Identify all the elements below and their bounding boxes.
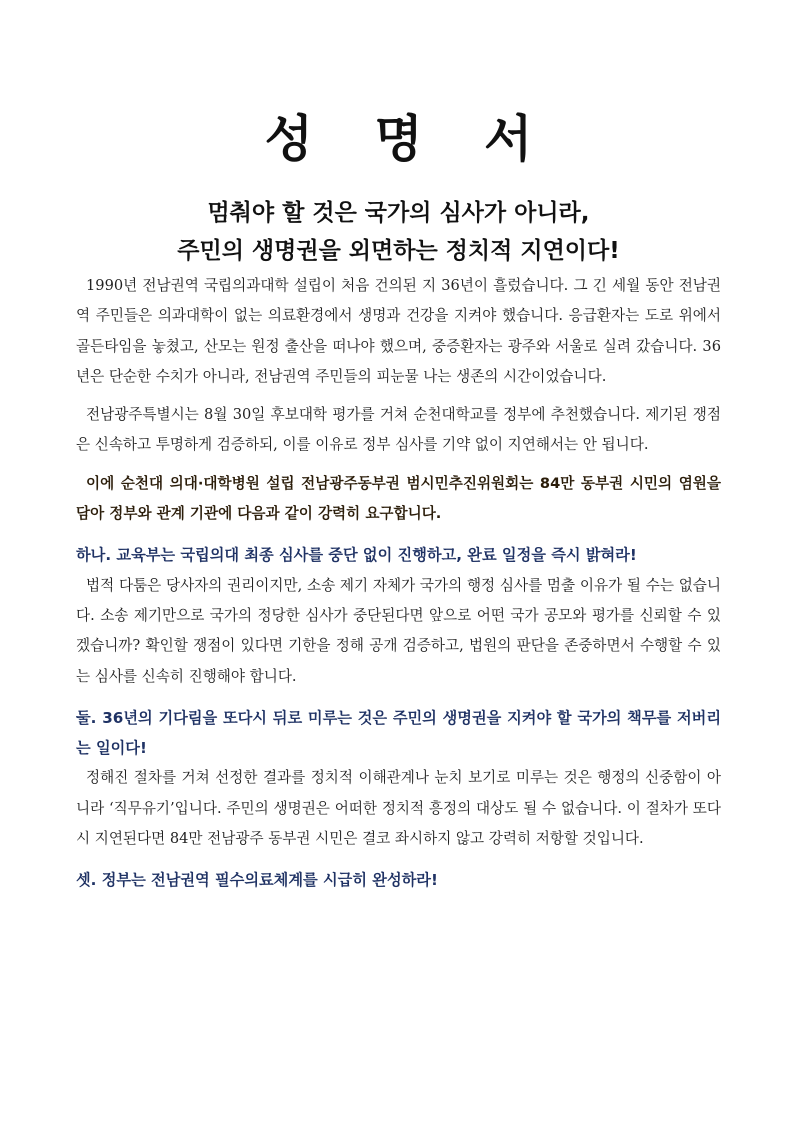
paragraph-recommendation: 전남광주특별시는 8월 30일 후보대학 평가를 거쳐 순천대학교를 정부에 추천했습니다. 제기된 쟁점은 신속하고 투명하게 검증하되, 이를 이유로 정부 심사를 기약 없이 지연해서는 안 됩니다. <box>76 406 721 454</box>
demand-heading-3: 셋. 정부는 전남권역 필수의료체계를 시급히 완성하라! <box>76 871 438 890</box>
subtitle-line-1: 멈춰야 할 것은 국가의 심사가 아니라, <box>207 200 590 226</box>
paragraph-demand-intro: 이에 순천대 의대·대학병원 설립 전남광주동부권 범시민추진위원회는 84만 동부권 시민의 염원을 담아 정부와 관계 기관에 다음과 같이 강력히 요구합니다. <box>76 474 721 523</box>
demand-heading-1: 하나. 교육부는 국립의대 최종 심사를 중단 없이 진행하고, 완료 일정을 즉시 밝혀라! <box>76 546 637 565</box>
document-subtitle <box>76 194 721 270</box>
paragraph-demand-1-body: 법적 다툼은 당사자의 권리이지만, 소송 제기 자체가 국가의 행정 심사를 멈출 이유가 될 수는 없습니다. 소송 제기만으로 국가의 정당한 심사가 중단된다면 앞으로 어떤 국가 공모와 평가를 신뢰할 수 있겠습니까? 확인할 쟁점이 있다면 기한을 정해 공개 검증하고, 법원의 판단을 존중하면서 수행할 수 있는 심사를 신속히 진행해야 합니다. <box>76 576 721 685</box>
demand-heading-2: 둘. 36년의 기다림을 또다시 뒤로 미루는 것은 주민의 생명권을 지켜야 할 국가의 책무를 저버리는 일이다! <box>76 708 721 758</box>
paragraph-history: 1990년 전남권역 국립의과대학 설립이 처음 건의된 지 36년이 흘렀습니다. 그 긴 세월 동안 전남권역 주민들은 의과대학이 없는 의료환경에서 생명과 건강을 지켜야 했습니다. 응급환자는 도로 위에서 골든타임을 놓쳤고, 산모는 원정 출산을 떠나야 했으며, 중증환자는 광주와 서울로 실려 갔습니다. 36년은 단순한 수치가 아니라, 전남권역 주민들의 피눈물 나는 생존의 시간이었습니다. <box>76 277 721 385</box>
document-title: 성 명 서 <box>264 110 555 168</box>
subtitle-line-2: 주민의 생명권을 외면하는 정치적 지연이다! <box>177 238 620 264</box>
paragraph-demand-2-body: 정해진 절차를 거쳐 선정한 결과를 정치적 이해관계나 눈치 보기로 미루는 것은 행정의 신중함이 아니라 ‘직무유기’입니다. 주민의 생명권은 어떠한 정치적 흥정의 대상도 될 수 없습니다. 이 절차가 또다시 지연된다면 84만 전남광주 동부권 시민은 결코 좌시하지 않고 강력히 저항할 것입니다. <box>76 769 721 848</box>
